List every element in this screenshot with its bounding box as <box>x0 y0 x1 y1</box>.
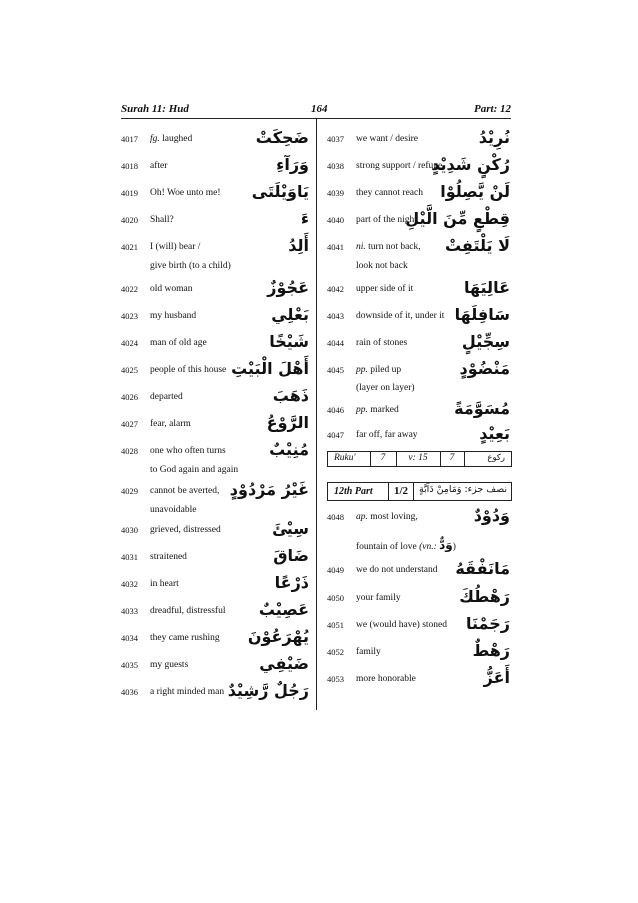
entry-number: 4043 <box>327 311 344 321</box>
vocab-entry <box>327 359 510 381</box>
vocab-entry <box>121 413 309 435</box>
arabic-word: ذَرْعًا <box>274 573 309 592</box>
entry-number: 4036 <box>121 687 138 697</box>
english-meaning: straitened <box>150 552 187 562</box>
grammar-tag: ni. <box>356 242 366 252</box>
entry-continuation <box>356 538 456 552</box>
vocab-entry <box>327 182 510 204</box>
arabic-word: الرَّوْعُ <box>266 413 309 432</box>
vocab-entry <box>121 480 309 502</box>
english-meaning: grieved, distressed <box>150 525 221 535</box>
entry-number: 4020 <box>121 215 138 225</box>
entry-number: 4025 <box>121 365 138 375</box>
entry-number: 4032 <box>121 579 138 589</box>
vocab-entry <box>327 128 510 150</box>
vocab-entry <box>121 386 309 408</box>
english-meaning: people of this house <box>150 365 227 375</box>
grammar-tag: pp. <box>356 365 368 375</box>
english-meaning: old woman <box>150 284 193 294</box>
verse: v: 15 <box>408 453 428 463</box>
vn: (vn.: <box>419 542 437 552</box>
vocab-entry <box>121 627 309 649</box>
page-number: 164 <box>311 103 328 115</box>
vocab-entry <box>121 359 309 381</box>
arabic-word: وَرَآءِ <box>276 155 309 174</box>
entry-number: 4041 <box>327 242 344 252</box>
entry-number: 4021 <box>121 242 138 252</box>
close: ) <box>452 542 456 552</box>
vocab-entry <box>327 236 510 258</box>
entry-number: 4050 <box>327 593 344 603</box>
arabic-word: ضَيْفِي <box>259 654 309 673</box>
vocab-entry <box>121 654 309 676</box>
fraction: 1/2 <box>388 483 414 500</box>
entry-number: 4034 <box>121 633 138 643</box>
label: 12th Part <box>334 486 373 497</box>
text: fountain of love <box>356 542 417 552</box>
english-meaning: strong support / refuge <box>356 161 443 171</box>
english-meaning: we do not understand <box>356 565 438 575</box>
english-meaning: they cannot reach <box>356 188 423 198</box>
arabic-word: يَاوَيْلَتَى <box>251 182 309 201</box>
vocab-entry <box>121 236 309 258</box>
vocab-entry <box>327 587 510 609</box>
vocab-entry <box>327 559 510 581</box>
entry-number: 4049 <box>327 565 344 575</box>
english-meaning: I (will) bear / <box>150 242 201 252</box>
arabic-word: لَا يَلْتَفِتْ <box>444 236 510 255</box>
entry-number: 4031 <box>121 552 138 562</box>
vocab-entry <box>121 573 309 595</box>
vocab-entry <box>327 332 510 354</box>
entry-number: 4022 <box>121 284 138 294</box>
arabic-word: قِطْعٍ مِّنَ الَّيْلِ <box>405 209 510 228</box>
entry-number: 4052 <box>327 647 344 657</box>
arabic-word: رکوع <box>487 453 505 463</box>
arabic-word: بَعْلِي <box>271 305 309 324</box>
vocab-entry <box>327 278 510 300</box>
arabic-word: مُسَوَّمَةً <box>454 399 510 418</box>
english-meaning: fear, alarm <box>150 419 191 429</box>
arabic-word: ضَحِكَتْ <box>255 128 309 147</box>
arabic-word: سَافِلَهَا <box>454 305 510 324</box>
grammar-tag: pp. <box>356 405 368 415</box>
entry-continuation: look not back <box>356 261 408 271</box>
entry-continuation: (layer on layer) <box>356 383 415 393</box>
vocab-entry <box>121 128 309 150</box>
english-meaning: my guests <box>150 660 189 670</box>
vocab-entry <box>121 155 309 177</box>
entry-number: 4047 <box>327 430 344 440</box>
vocab-entry <box>121 209 309 231</box>
vocab-entry <box>121 681 309 703</box>
english-meaning: we (would have) stoned <box>356 620 448 630</box>
english-meaning: my husband <box>150 311 197 321</box>
surah-title: Surah 11: Hud <box>121 103 189 115</box>
entry-number: 4053 <box>327 674 344 684</box>
entry-number: 4051 <box>327 620 344 630</box>
arabic-word: ءَ <box>300 209 309 228</box>
entry-number: 4029 <box>121 486 138 496</box>
entry-number: 4019 <box>121 188 138 198</box>
entry-number: 4039 <box>327 188 344 198</box>
arabic-word: رَهْطٌ <box>472 641 510 660</box>
n2: 7 <box>449 453 455 463</box>
entry-number: 4027 <box>121 419 138 429</box>
entry-number: 4035 <box>121 660 138 670</box>
arabic-word: سِجِّيْلٍ <box>461 332 510 351</box>
english-meaning: rain of stones <box>356 338 408 348</box>
arabic-word: ذَهَبَ <box>272 386 309 405</box>
arabic-word: مَانَفْقَهُ <box>455 559 510 578</box>
english-meaning: part of the night <box>356 215 417 225</box>
arabic-word: مُنِيْبٌ <box>269 440 309 459</box>
entry-continuation: give birth (to a child) <box>150 261 231 271</box>
arabic-word: لَنْ يَّصِلُوْا <box>440 182 510 201</box>
entry-number: 4026 <box>121 392 138 402</box>
arabic-word: أَهْلَ الْبَيْتِ <box>231 359 309 378</box>
label: Ruku' <box>334 453 356 463</box>
vocab-entry <box>327 305 510 327</box>
vocab-entry <box>327 155 510 177</box>
entry-number: 4046 <box>327 405 344 415</box>
vocab-entry <box>121 519 309 541</box>
arabic-word: نُرِيْدُ <box>478 128 510 147</box>
part-label: Part: 12 <box>474 103 511 115</box>
entry-number: 4038 <box>327 161 344 171</box>
vocab-entry <box>121 440 309 462</box>
vocab-entry <box>327 209 510 231</box>
entry-number: 4033 <box>121 606 138 616</box>
arabic-word: عَصِيْبٌ <box>258 600 309 619</box>
vocab-entry <box>121 182 309 204</box>
arabic-word: وَدٌّ <box>439 538 453 552</box>
vocab-entry <box>327 641 510 663</box>
english-meaning: they came rushing <box>150 633 220 643</box>
page-header <box>121 103 511 117</box>
n1: 7 <box>380 453 386 463</box>
arabic-word: عَالِيَهَا <box>463 278 510 297</box>
arabic-word: نصف جزء: وَمَامِنْ دَآبَّةٍ <box>418 484 507 495</box>
column-divider <box>316 118 317 710</box>
arabic-word: ضَاقَ <box>273 546 309 565</box>
vocab-entry <box>327 614 510 636</box>
entry-number: 4028 <box>121 446 138 456</box>
english-meaning: upper side of it <box>356 284 414 294</box>
english-meaning: more honorable <box>356 674 416 684</box>
arabic-word: مَنْضُوْدٍ <box>459 359 510 378</box>
entry-number: 4037 <box>327 134 344 144</box>
ruku-box <box>327 451 512 467</box>
entry-number: 4040 <box>327 215 344 225</box>
english-meaning: cannot be averted, <box>150 486 220 496</box>
english-meaning: a right minded man <box>150 687 225 697</box>
english-meaning: far off, far away <box>356 430 418 440</box>
english-meaning: Oh! Woe unto me! <box>150 188 221 198</box>
english-meaning: downside of it, under it <box>356 311 445 321</box>
entry-number: 4023 <box>121 311 138 321</box>
entry-number: 4018 <box>121 161 138 171</box>
entry-number: 4024 <box>121 338 138 348</box>
arabic-word: رُكْنٍ شَدِيْدٍ <box>431 155 510 174</box>
vocab-entry <box>121 278 309 300</box>
entry-number: 4030 <box>121 525 138 535</box>
english-meaning: Shall? <box>150 215 174 225</box>
arabic-word: يُهْرَعُوْنَ <box>247 627 309 646</box>
english-meaning: man of old age <box>150 338 207 348</box>
entry-number: 4044 <box>327 338 344 348</box>
grammar-tag: fg. <box>150 134 160 144</box>
arabic-word: عَجُوْزٌ <box>267 278 309 297</box>
english-meaning: departed <box>150 392 183 402</box>
english-meaning: one who often turns <box>150 446 226 456</box>
english-meaning: after <box>150 161 168 171</box>
vocab-entry <box>121 546 309 568</box>
english-meaning: marked <box>370 405 399 415</box>
vocab-entry <box>327 424 510 446</box>
vocab-entry <box>327 506 510 528</box>
english-meaning: piled up <box>370 365 402 375</box>
arabic-word: وَدُوْدٌ <box>473 506 510 525</box>
vocab-entry <box>327 668 510 690</box>
english-meaning: we want / desire <box>356 134 418 144</box>
entry-number: 4042 <box>327 284 344 294</box>
entry-number: 4048 <box>327 512 344 522</box>
english-meaning: family <box>356 647 381 657</box>
arabic-word: رَجُلٌ رَّشِيْدٌ <box>227 681 309 700</box>
arabic-word: شَيْخًا <box>269 332 309 351</box>
english-meaning: laughed <box>162 134 193 144</box>
english-meaning: in heart <box>150 579 179 589</box>
arabic-word: غَيْرُ مَرْدُوْدٍ <box>229 480 309 499</box>
part-marker <box>327 482 512 501</box>
grammar-tag: ap. <box>356 512 368 522</box>
english-meaning: turn not back, <box>368 242 421 252</box>
arabic-word: سِيْئَ <box>272 519 309 538</box>
english-meaning: dreadful, distressful <box>150 606 226 616</box>
arabic-word: أَلِدُ <box>288 236 309 255</box>
arabic-word: بَعِيْدٍ <box>479 424 510 443</box>
english-meaning: your family <box>356 593 401 603</box>
entry-number: 4045 <box>327 365 344 375</box>
entry-continuation: unavoidable <box>150 505 197 515</box>
vocab-entry <box>121 332 309 354</box>
vocab-entry <box>327 399 510 421</box>
vocab-entry <box>121 305 309 327</box>
entry-continuation: to God again and again <box>150 465 239 475</box>
vocab-entry <box>121 600 309 622</box>
arabic-word: أَعَزُّ <box>483 668 510 687</box>
english-meaning: most loving, <box>370 512 418 522</box>
arabic-word: رَجَمْنَا <box>465 614 510 633</box>
entry-number: 4017 <box>121 134 138 144</box>
arabic-word: رَهْطُكَ <box>459 587 510 606</box>
